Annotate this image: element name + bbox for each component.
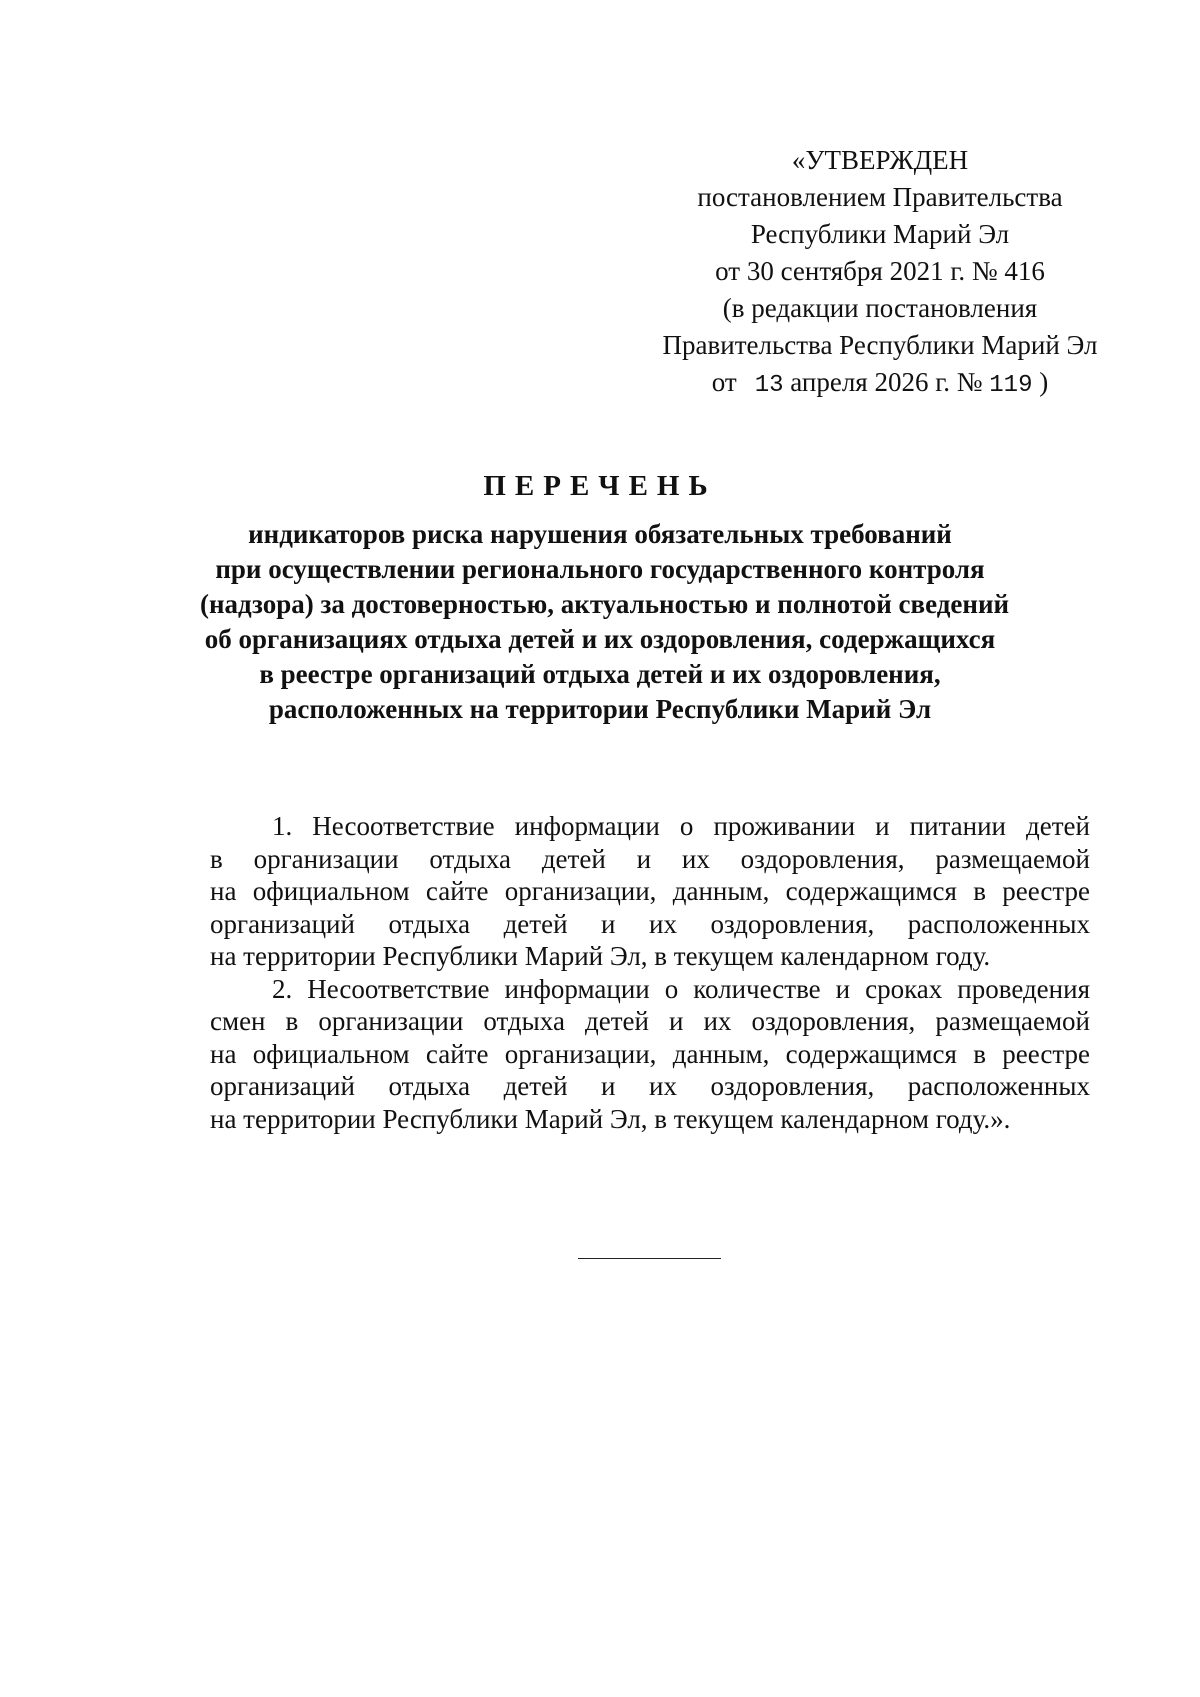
paragraph-line: на официальном сайте организации, данным, содержащимся в реестре: [210, 876, 1090, 906]
approval-line-original-date: от 30 сентября 2021 г. № 416: [715, 256, 1045, 286]
list-item-2: [210, 973, 1090, 1136]
paragraph-line: 2. Несоответствие информации о количестве и сроках проведения: [272, 973, 1090, 1004]
document-subtitle: [200, 517, 1010, 727]
subtitle-line: индикаторов риска нарушения обязательных требований: [248, 519, 952, 549]
paragraph-line: на территории Республики Марий Эл, в текущем календарном году.».: [210, 1103, 1011, 1134]
paragraph-line: смен в организации отдыха детей и их оздоровления, размещаемой: [210, 1006, 1090, 1036]
approval-line-resolution: постановлением Правительства: [697, 182, 1063, 212]
revision-date-suffix: ): [1039, 367, 1049, 397]
document-title: ПЕРЕЧЕНЬ: [483, 470, 717, 502]
revision-number: 119: [989, 372, 1033, 399]
paragraph-line: организаций отдыха детей и их оздоровления, расположенных: [210, 1071, 1090, 1101]
revision-date-day: 13: [754, 372, 784, 399]
paragraph-line: в организации отдыха детей и их оздоровления, размещаемой: [210, 843, 1090, 874]
paragraph-line: организаций отдыха детей и их оздоровления, расположенных: [210, 908, 1090, 939]
approval-line-government: Правительства Республики Марий Эл: [662, 330, 1098, 360]
approval-line-revision-date: [640, 364, 1120, 404]
revision-date-month-year: апреля 2026 г. №: [790, 367, 983, 397]
list-item-1: [210, 810, 1090, 973]
document-body: [210, 810, 1090, 1135]
paragraph-line: 1. Несоответствие информации о проживании и питании детей: [272, 811, 1090, 841]
subtitle-line: (надзора) за достоверностью, актуальностью и полнотой сведений: [200, 589, 1010, 619]
end-of-document-rule: [578, 1258, 721, 1259]
approval-heading: «УТВЕРЖДЕН: [791, 145, 969, 175]
approval-line-revision: (в редакции постановления: [722, 293, 1038, 323]
subtitle-line: расположенных на территории Республики Марий Эл: [268, 694, 932, 724]
paragraph-line: на официальном сайте организации, данным, содержащимся в реестре: [210, 1038, 1090, 1069]
approval-stamp-block: [640, 142, 1120, 404]
revision-date-prefix: от: [711, 367, 737, 397]
subtitle-line: в реестре организаций отдыха детей и их оздоровления,: [259, 659, 941, 689]
approval-line-republic: Республики Марий Эл: [750, 219, 1010, 249]
paragraph-line: на территории Республики Марий Эл, в текущем календарном году.: [210, 941, 991, 971]
subtitle-line: об организациях отдыха детей и их оздоровления, содержащихся: [204, 624, 996, 654]
subtitle-line: при осуществлении регионального государственного контроля: [215, 554, 985, 584]
